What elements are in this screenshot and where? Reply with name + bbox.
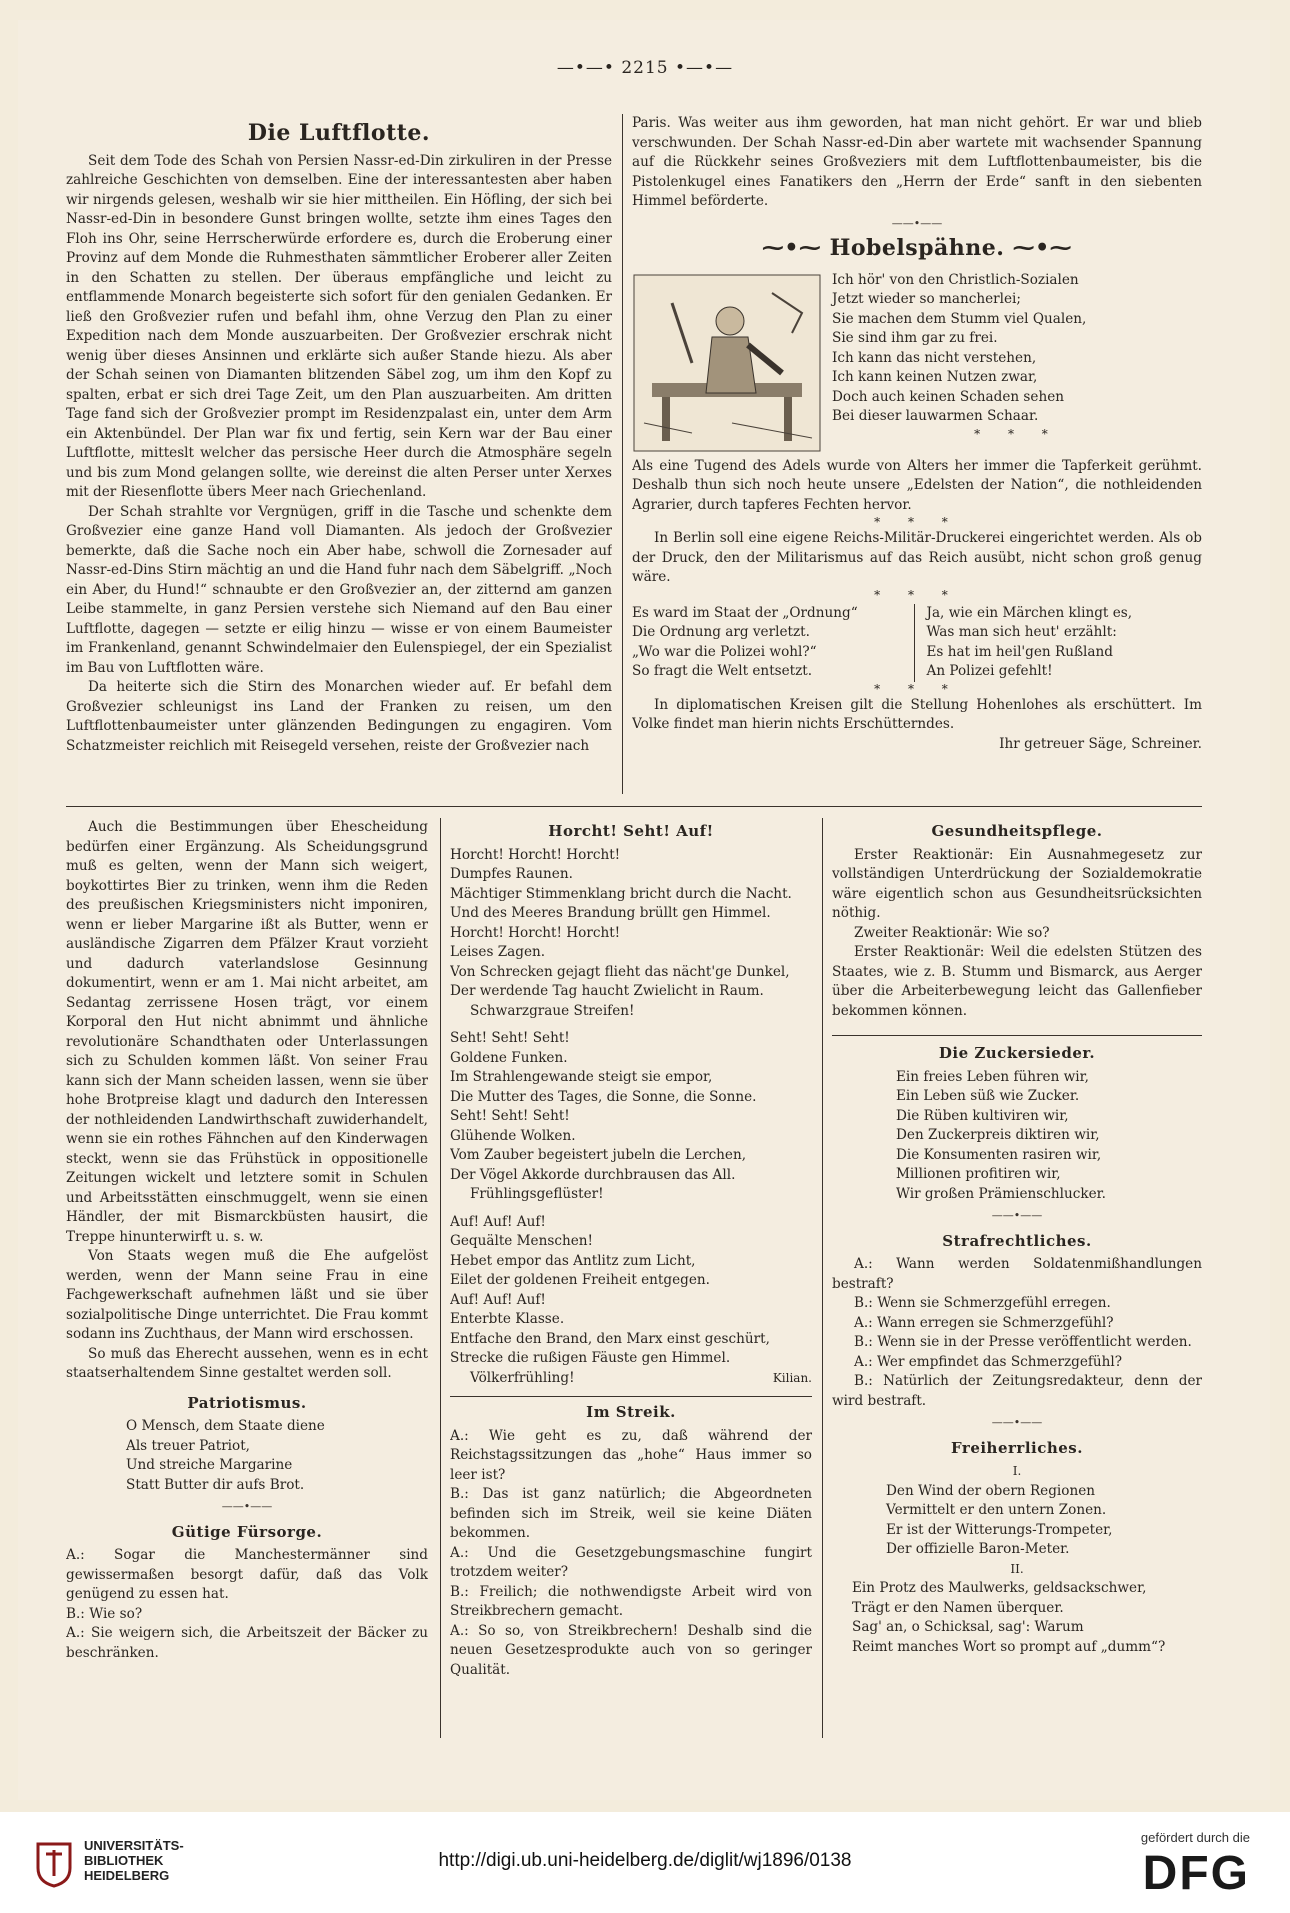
poem-line: Entfache den Brand, den Marx einst geschürt, bbox=[450, 1330, 770, 1347]
poem-line: Ein Leben süß wie Zucker. bbox=[896, 1088, 1080, 1104]
horizontal-divider bbox=[66, 806, 1202, 807]
poem-line: Wir großen Prämienschlucker. bbox=[896, 1185, 1106, 1202]
poem-line: Die Rüben kultiviren wir, bbox=[896, 1107, 1069, 1124]
poem-line: Statt Butter dir aufs Brot. bbox=[126, 1476, 305, 1493]
luftflotte-paragraph-2: Der Schah strahlte vor Vergnügen, griff in die Tasche und schenkte dem Großvezier eine ganze Hand voll Diamanten. Als jedoch der Großvezier bemerkte, daß die Sache noch ein Aber habe, schwoll die Zornesader auf Nassr-ed-Dins Stirn mächtig an und die Hand fuhr nach dem Säbelgriff. „Noch ein Aber, du Hund!“ schnaubte er den Großvezier an, der zitternd am ganzen Leibe stammelte, in ganz Persien verstehe sich Niemand auf den Bau einer Luftflotte, dagegen — setzte er eilig hinzu — wisse er von einem Baumeister im Frankenland, genannt Schwindelmaier den Eulenspiegel, der ein Spezialist im Bau von Luftflotten wäre. bbox=[66, 503, 612, 676]
dialog-line: A.: Sie weigern sich, die Arbeitszeit der Bäcker zu beschränken. bbox=[66, 1625, 428, 1661]
luftflotte-paragraph-3: Da heiterte sich die Stirn des Monarchen wieder auf. Er befahl dem Großvezier schleunigst ins Land der Franken zu reisen, um den Luftflottenbaumeister unter glänzenden Bedingungen zu engagiren. Vom Schatzmeister reichlich mit Reisegeld versehen, reiste der Großvezier nach bbox=[66, 679, 612, 754]
streik-dialog bbox=[450, 1427, 812, 1681]
poem-line: Glühende Wolken. bbox=[450, 1127, 576, 1144]
column-1 bbox=[66, 818, 428, 1718]
poem-line: Von Schrecken gejagt flieht das nächt'ge Dunkel, bbox=[450, 963, 790, 980]
poem-line: Eilet der goldenen Freiheit entgegen. bbox=[450, 1272, 710, 1288]
dialog-line: A.: So so, von Streikbrechern! Deshalb sind die neuen Gesetzesprodukte auch von so geringer Qualität. bbox=[450, 1622, 812, 1678]
poem-line: Und streiche Margarine bbox=[126, 1457, 293, 1473]
zucker-title: Die Zuckersieder. bbox=[938, 1044, 1096, 1062]
fuersorge-dialog bbox=[66, 1546, 428, 1663]
poem-line bbox=[450, 1369, 812, 1389]
zucker-poem bbox=[832, 1068, 1202, 1205]
funding-note: gefördert durch die bbox=[1140, 1830, 1250, 1845]
poem-line-text: Völkerfrühling! bbox=[470, 1369, 575, 1386]
dialog-line: B.: Natürlich der Zeitungsredakteur, denn der wird bestraft. bbox=[832, 1373, 1202, 1409]
poem-line: Horcht! Horcht! Horcht! bbox=[450, 846, 621, 863]
patriotismus-poem bbox=[66, 1417, 428, 1495]
footer-bar bbox=[0, 1812, 1290, 1913]
poem-line: Gequälte Menschen! bbox=[450, 1233, 593, 1249]
poem-line: Die Mutter des Tages, die Sonne, die Sonne. bbox=[450, 1088, 757, 1105]
section-divider bbox=[450, 1396, 812, 1397]
horcht-stanza-2 bbox=[450, 1029, 812, 1205]
separator-stars: * * * bbox=[874, 515, 960, 529]
ornament-divider: ——•—— bbox=[221, 1500, 273, 1513]
ehescheidung-paragraph-1: Auch die Bestimmungen über Ehescheidung bedürfen einer Ergänzung. Als Scheidungsgrund muß es gelten, wenn der Mann sich weigert, boykottirtes Bier zu trinken, wenn ihm die Reden des preußischen Kriegsministers nicht imponiren, wenn er lieber Margarine ißt als Butter, wenn er ausländische Zigarren dem Pfälzer Kraut vorzieht und dadurch vaterlandslose Gesinnung dokumentirt, wenn er am 1. Mai nicht arbeitet, am Sedantag zerrissene Hosen trägt, vor einem Korporal den Hut nicht abnimmt und ähnliche revolutionäre Schandthaten oder Unterlassungen sich zu Schulden kommen läßt. Von seiner Frau kann sich der Mann scheiden lassen, wenn sie über hohe Brotpreise klagt und dadurch den Interessen der nothleidenden Landwirthschaft zuwiderhandelt, wenn sie ein rothes Fähnchen auf den Kinderwagen steckt, wenn sie das Frühstück in oppositionelle Zeitungen wickelt und letztere somit in Schulen und Arbeitsstätten einschmuggelt, wenn sie einen Händler, der mit Bismarckbüsten hausirt, die Treppe hinunterwirft u. s. w. bbox=[66, 819, 428, 1245]
poem-line: Der werdende Tag haucht Zwielicht in Raum. bbox=[450, 983, 764, 999]
dialog-line: B.: Wenn sie Schmerzgefühl erregen. bbox=[854, 1295, 1111, 1311]
poem-line: O Mensch, dem Staate diene bbox=[126, 1418, 325, 1434]
hobel-druckerei-paragraph: In Berlin soll eine eigene Reichs-Militär-Druckerei eingerichtet werden. Als ob der Druck, den der Militarismus auf das Reich ausübt, nicht schon groß genug wäre. bbox=[632, 530, 1202, 585]
poem-line: Mächtiger Stimmenklang bricht durch die Nacht. bbox=[450, 885, 792, 902]
poem-line: Bei dieser lauwarmen Schaar. bbox=[832, 408, 1039, 424]
poem-line: Ein freies Leben führen wir, bbox=[896, 1068, 1089, 1085]
poem-line: Im Strahlengewande steigt sie empor, bbox=[450, 1069, 713, 1085]
poem-line: Millionen profitiren wir, bbox=[896, 1166, 1061, 1182]
poem-line: Enterbte Klasse. bbox=[450, 1311, 565, 1327]
poem-line: Doch auch keinen Schaden sehen bbox=[832, 388, 1065, 405]
top-column-divider bbox=[622, 114, 623, 794]
dialog-line: A.: Wann werden Soldatenmißhandlungen bestraft? bbox=[832, 1256, 1202, 1292]
column-3 bbox=[832, 818, 1202, 1738]
dialog-line: B.: Wenn sie in der Presse veröffentlicht werden. bbox=[854, 1334, 1192, 1350]
poem-line: Jetzt wieder so mancherlei; bbox=[832, 291, 1021, 307]
frei-poem-1 bbox=[832, 1482, 1202, 1560]
poem-line: Den Wind der obern Regionen bbox=[886, 1482, 1096, 1499]
article-luftflotte bbox=[66, 122, 612, 792]
poem-line: Trägt er den Namen überquer. bbox=[852, 1599, 1064, 1616]
poem-line: Ein Protz des Maulwerks, geldsackschwer, bbox=[852, 1580, 1147, 1596]
hobel-signature: Ihr getreuer Säge, Schreiner. bbox=[999, 735, 1202, 752]
poem-line: Ich kann keinen Nutzen zwar, bbox=[832, 369, 1038, 385]
poem-line: Sie sind ihm gar zu frei. bbox=[832, 330, 998, 346]
poem-line: Vom Zauber begeistert jubeln die Lerchen, bbox=[450, 1147, 747, 1163]
dialog-line: Erster Reaktionär: Weil die edelsten Stützen des Staates, wie z. B. Stumm und Bismarck, aus Aerger über die Arbeiterbewegung leicht das Gallenfieber bekommen können. bbox=[832, 944, 1202, 1019]
horcht-title: Horcht! Seht! Auf! bbox=[548, 822, 714, 840]
poem-line: Es hat im heil'gen Rußland bbox=[926, 643, 1113, 660]
dialog-line: A.: Und die Gesetzgebungsmaschine fungirt trotzdem weiter? bbox=[450, 1544, 812, 1580]
poem-line: Als treuer Patriot, bbox=[126, 1437, 251, 1454]
poem-line: An Polizei gefehlt! bbox=[926, 663, 1053, 679]
ehescheidung-paragraph-2: Von Staats wegen muß die Ehe aufgelöst werden, wenn der Mann seine Frau in eine Fachgewerkschaft aufnehmen läßt und sie über sozialpolitische Dinge unterrichtet. Die Frau kommt sodann ins Zuchthaus, der Mann wird erschossen. bbox=[66, 1248, 428, 1342]
poem-line: Was man sich heut' erzählt: bbox=[926, 624, 1117, 640]
poem-right bbox=[915, 604, 1203, 682]
luftflotte-title: Die Luftflotte. bbox=[247, 122, 431, 146]
bottom-column-divider-2 bbox=[822, 818, 823, 1738]
poem-line: Leises Zagen. bbox=[450, 944, 546, 960]
streik-title: Im Streik. bbox=[586, 1403, 676, 1421]
library-name-line: BIBLIOTHEK bbox=[84, 1853, 164, 1868]
poem-line: Seht! Seht! Seht! bbox=[450, 1030, 570, 1046]
ornament-divider: ——•—— bbox=[991, 1209, 1043, 1222]
poem-line: Der Vögel Akkorde durchbrausen das All. bbox=[450, 1166, 736, 1183]
library-name-line: HEIDELBERG bbox=[84, 1868, 170, 1883]
poem-line: Der offizielle Baron-Meter. bbox=[886, 1541, 1070, 1557]
dialog-line: B.: Freilich; die nothwendigste Arbeit wird von Streikbrechern gemacht. bbox=[450, 1583, 812, 1619]
poem-line: Horcht! Horcht! Horcht! bbox=[450, 924, 621, 941]
poem-line: Er ist der Witterungs-Trompeter, bbox=[886, 1521, 1113, 1538]
frei-roman-2: II. bbox=[1010, 1561, 1024, 1576]
article-top-right bbox=[632, 114, 1202, 802]
patriotismus-title: Patriotismus. bbox=[187, 1393, 307, 1412]
straf-dialog bbox=[832, 1255, 1202, 1411]
hobel-poem-pair bbox=[632, 604, 1202, 682]
carpenter-illustration bbox=[632, 273, 822, 453]
gesundheit-dialog bbox=[832, 846, 1202, 1022]
library-name-line: UNIVERSITÄTS- bbox=[84, 1838, 184, 1853]
section-divider bbox=[832, 1035, 1202, 1036]
hobel-hohenlohe-paragraph: In diplomatischen Kreisen gilt die Stellung Hohenlohes als erschüttert. Im Volke findet man hierin nichts Erschütterndes. bbox=[632, 696, 1202, 732]
straf-title: Strafrechtliches. bbox=[942, 1231, 1092, 1250]
dialog-line: A.: Wer empfindet das Schmerzgefühl? bbox=[854, 1353, 1123, 1370]
horcht-stanza-3 bbox=[450, 1213, 812, 1389]
poem-line: Schwarzgraue Streifen! bbox=[470, 1002, 635, 1019]
poem-line: Goldene Funken. bbox=[450, 1049, 568, 1066]
dialog-line: B.: Das ist ganz natürlich; die Abgeordneten befinden sich im Streik, weil sie keine Diäten bekommen. bbox=[450, 1486, 812, 1541]
frei-title: Freiherrliches. bbox=[951, 1438, 1083, 1457]
poem-line: Ich kann das nicht verstehen, bbox=[832, 349, 1037, 366]
poem-line: Auf! Auf! Auf! bbox=[450, 1291, 546, 1308]
page-number-value: 2215 bbox=[621, 58, 669, 78]
column-2 bbox=[450, 818, 812, 1738]
hobel-title-text: Hobelspähne. bbox=[829, 235, 1005, 261]
poem-line: Ich hör' von den Christlich-Sozialen bbox=[832, 271, 1079, 288]
poem-line: So fragt die Welt entsetzt. bbox=[632, 663, 813, 679]
poem-line: Die Ordnung arg verletzt. bbox=[632, 624, 810, 640]
dialog-line: A.: Wann erregen sie Schmerzgefühl? bbox=[854, 1314, 1114, 1331]
poem-line: Seht! Seht! Seht! bbox=[450, 1108, 570, 1124]
hobel-adel-paragraph: Als eine Tugend des Adels wurde von Alters her immer die Tapferkeit gerühmt. Deshalb thun sich noch heute unsere „Edelsten der Nation“, die nothleidenden Agrarier, durch tapferes Fechten hervor. bbox=[632, 457, 1202, 513]
frei-roman-1: I. bbox=[1012, 1464, 1022, 1478]
dialog-line: Erster Reaktionär: Ein Ausnahmegesetz zur vollständigen Unterdrückung der Sozialdemokratie wäre eigentlich schon aus Gesundheitsrücksichten nöthig. bbox=[832, 846, 1202, 921]
ornament-divider: ——•—— bbox=[991, 1416, 1043, 1429]
poem-line: Strecke die rußigen Fäuste gen Himmel. bbox=[450, 1350, 731, 1366]
horcht-stanza-1 bbox=[450, 846, 812, 1022]
separator-stars: * * * bbox=[874, 587, 960, 602]
poem-line: Und des Meeres Brandung brüllt gen Himmel. bbox=[450, 905, 771, 921]
poem-line: Dumpfes Raunen. bbox=[450, 866, 573, 882]
dialog-line: A.: Sogar die Manchestermänner sind gewissermaßen besorgt dafür, daß das Volk genügend zu essen hat. bbox=[66, 1547, 428, 1602]
hobel-title: ⁓•⁓ Hobelspähne. ⁓•⁓ bbox=[761, 235, 1073, 261]
poem-line: Auf! Auf! Auf! bbox=[450, 1213, 546, 1230]
separator-stars: * * * bbox=[874, 681, 960, 696]
gesundheit-title: Gesundheitspflege. bbox=[931, 822, 1103, 840]
luftflotte-paragraph-1: Seit dem Tode des Schah von Persien Nassr-ed-Din zirkuliren in der Presse zahlreiche Geschichten von demselben. Eine der interessantesten aber haben wir nirgends gelesen, weshalb wir sie hier mittheilen. Ein Höfling, der sich bei Nassr-ed-Din in besondere Gunst bringen wollte, setzte ihm eines Tages den Floh ins Ohr, seine Herrscherwürde erfordere es, durch die Eroberung einer Provinz auf dem Monde die Ruhmesthaten sämmtlicher Eroberer aller Zeiten in den Schatten zu stellen. Der überaus empfängliche und leicht zu entflammende Monarch begeisterte sich sofort für den genialen Gedanken. Er ließ den Großvezier rufen und befahl ihm, ohne Verzug den Plan zu einer Expedition nach dem Monde auszuarbeiten. Der Großvezier erschrak nicht wenig über dieses Ansinnen und erklärte sich außer Stande hiezu. Als aber der Schah seinen von Diamanten blitzenden Säbel zog, um ihm den Kopf zu spalten, erbat er sich drei Tage Zeit, um den Plan auszuarbeiten. Am dritten Tage fand sich der Großvezier prompt im Residenzpalast ein, unter dem Arm ein Aktenbündel. Der Plan war fix und fertig, sein Kern war der Bau einer Luftflotte, mitteslt welcher das persische Heer durch die Atmosphäre segeln und bis zum Mond gelangen sollte, wie dereinst die alten Perser unter Xerxes mit der Riesenflotte übers Meer nach Griechenland. bbox=[66, 152, 612, 500]
dialog-line: A.: Wie geht es zu, daß während der Reichstagssitzungen das „hohe“ Haus immer so leer ist? bbox=[450, 1427, 812, 1483]
poem-line: Es ward im Staat der „Ordnung“ bbox=[632, 604, 858, 621]
poem-line: Vermittelt er den untern Zonen. bbox=[886, 1502, 1107, 1518]
poem-left bbox=[632, 604, 915, 682]
luftflotte-continuation: Paris. Was weiter aus ihm geworden, hat man nicht gehört. Er war und blieb verschwunden. Der Schah Nassr-ed-Din aber wartete mit wachsender Spannung auf die Rückkehr seines Großveziers mit dem Luftflottenbaumeister, bis die Pistolenkugel eines Fanatikers den „Herrn der Erde“ sanft in den siebenten Himmel beförderte. bbox=[632, 115, 1202, 209]
separator-stars: * * * bbox=[974, 426, 1060, 441]
poem-line: Hebet empor das Antlitz zum Licht, bbox=[450, 1252, 696, 1269]
poem-line: Ja, wie ein Märchen klingt es, bbox=[926, 604, 1133, 621]
poem-line: Sie machen dem Stumm viel Qualen, bbox=[832, 310, 1087, 327]
fuersorge-title: Gütige Fürsorge. bbox=[171, 1522, 323, 1541]
page-number: —•—• 2215 •—•— bbox=[556, 58, 734, 78]
poem-line: „Wo war die Polizei wohl?“ bbox=[632, 643, 817, 660]
dfg-logo: DFG bbox=[1142, 1847, 1250, 1900]
poem-line: Die Konsumenten rasiren wir, bbox=[896, 1146, 1102, 1163]
ehescheidung-paragraph-3: So muß das Eherecht aussehen, wenn es in echt staatserhaltendem Sinne gestaltet werden soll. bbox=[66, 1345, 428, 1381]
poem-line: Den Zuckerpreis diktiren wir, bbox=[896, 1127, 1100, 1143]
horcht-author: Kilian. bbox=[772, 1370, 812, 1385]
poem-line: Reimt manches Wort so prompt auf „dumm“? bbox=[852, 1638, 1166, 1655]
dialog-line: B.: Wie so? bbox=[66, 1605, 143, 1622]
source-url-link[interactable]: http://digi.ub.uni-heidelberg.de/diglit/wj1896/0138 bbox=[438, 1850, 852, 1871]
poem-line: Sag' an, o Schicksal, sag': Warum bbox=[852, 1619, 1084, 1635]
ornament-divider: ——•—— bbox=[891, 216, 943, 230]
dialog-line: Zweiter Reaktionär: Wie so? bbox=[854, 924, 1050, 941]
frei-poem-2 bbox=[832, 1579, 1202, 1657]
poem-line: Frühlingsgeflüster! bbox=[470, 1186, 604, 1202]
bottom-column-divider-1 bbox=[440, 818, 441, 1738]
